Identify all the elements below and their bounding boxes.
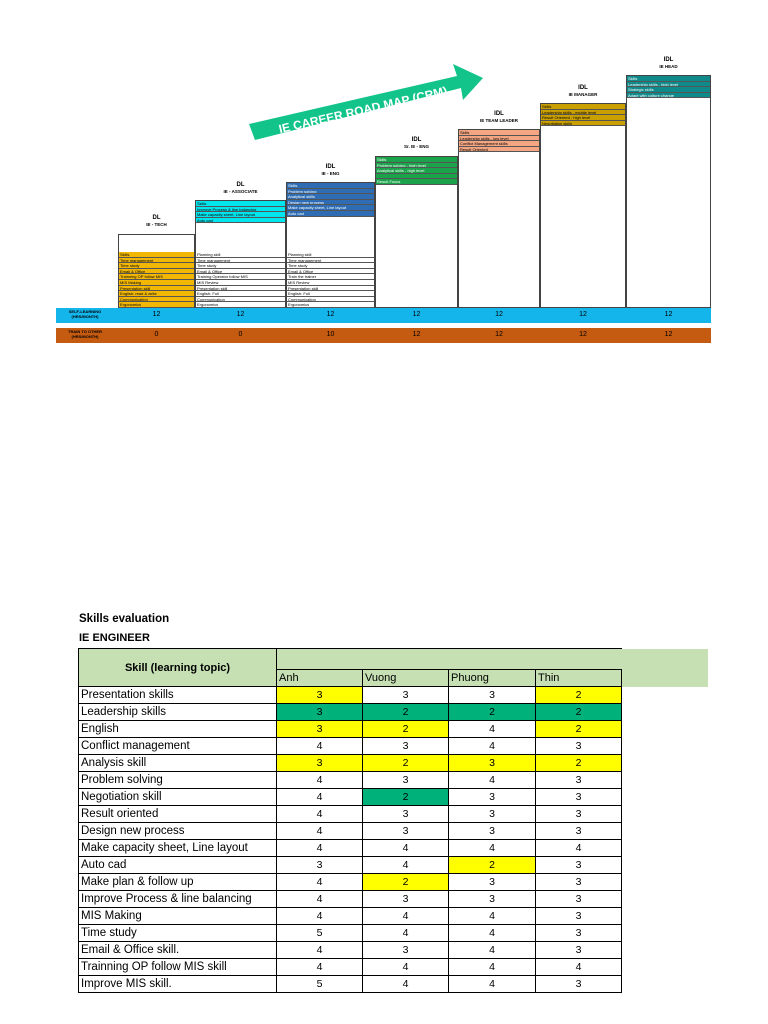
score-cell: 3 [536, 942, 622, 959]
score-cell: 4 [449, 840, 536, 857]
skill-cell: Result Oriented [459, 147, 539, 153]
table-row [79, 738, 708, 755]
skill-cell: Problem solving - high level [376, 163, 457, 169]
score-cell: 4 [449, 976, 536, 993]
skill-cell: Presentation skill [287, 286, 374, 292]
level-grade: IDL [325, 164, 336, 170]
score-cell: 2 [363, 755, 449, 772]
score-cell: 3 [449, 687, 536, 704]
skill-cell: Leadership skills - low level [459, 136, 539, 142]
score-cell: 3 [449, 891, 536, 908]
table-row [79, 721, 708, 738]
skill-name: Analysis skill [79, 755, 277, 772]
skill-cell: MIS Review [196, 280, 285, 286]
level-caption [375, 136, 458, 150]
skill-cell: Planning skill [287, 252, 374, 258]
skills-evaluation-title: Skills evaluation [79, 613, 170, 625]
score-cell: 4 [363, 857, 449, 874]
score-cell: 2 [536, 687, 622, 704]
table-row [79, 806, 708, 823]
skill-name: Result oriented [79, 806, 277, 823]
skill-name: MIS Making [79, 908, 277, 925]
score-cell: 4 [363, 959, 449, 976]
table-row [79, 840, 708, 857]
table-row [79, 976, 708, 993]
skill-cell: Analytical skills [287, 194, 374, 200]
hours-value: 12 [236, 311, 245, 318]
skill-cell: Time management [287, 258, 374, 264]
people-group-header [277, 649, 622, 670]
skill-name: Leadership skills [79, 704, 277, 721]
skill-name: Design new process [79, 823, 277, 840]
score-cell: 5 [277, 976, 363, 993]
header-extension [622, 669, 708, 686]
score-cell: 3 [449, 789, 536, 806]
score-cell: 3 [536, 891, 622, 908]
level-column [375, 156, 458, 308]
skill-cell: Skills [119, 252, 194, 258]
hours-value: 12 [579, 311, 587, 318]
level-caption [458, 110, 540, 124]
skill-cell: Strategic skills [627, 87, 710, 93]
skill-cell: Planning skill [196, 252, 285, 258]
score-cell: 4 [449, 738, 536, 755]
skill-name: Conflict management [79, 738, 277, 755]
score-cell: 3 [536, 806, 622, 823]
score-cell: 2 [449, 704, 536, 721]
score-cell: 2 [363, 704, 449, 721]
score-cell: 3 [363, 772, 449, 789]
score-cell: 4 [363, 925, 449, 942]
score-cell: 3 [536, 925, 622, 942]
level-caption [626, 56, 711, 70]
score-cell: 4 [277, 942, 363, 959]
level-role: IE - ENG [321, 171, 340, 176]
score-cell: 3 [363, 687, 449, 704]
score-cell: 2 [363, 874, 449, 891]
skill-cell: Skills [376, 157, 457, 163]
skill-header: Skill (learning topic) [79, 649, 277, 687]
hours-value: 12 [664, 331, 673, 338]
hours-value: 12 [326, 311, 335, 318]
table-row [79, 874, 708, 891]
skill-cell: Train the trainer [287, 274, 374, 280]
score-cell: 4 [277, 823, 363, 840]
level-column [195, 200, 286, 308]
table-row [79, 925, 708, 942]
table-row [79, 687, 708, 704]
skill-name: Trainning OP follow MIS skill [79, 959, 277, 976]
skill-cell: Design new process [287, 200, 374, 206]
score-cell: 3 [277, 687, 363, 704]
score-cell: 4 [363, 840, 449, 857]
skill-cell: Trainning OP follow MIS [119, 274, 194, 280]
skill-cell: Improve Process & line balancing [196, 207, 285, 213]
skill-cell: Email & Office [287, 269, 374, 275]
hours-value: 12 [412, 331, 421, 338]
train-other-band [56, 328, 711, 343]
hours-value: 10 [326, 331, 335, 338]
header-extension [622, 649, 708, 670]
skill-cell: English: Full [196, 291, 285, 297]
level-column [540, 103, 626, 308]
level-column [118, 234, 195, 308]
roadmap-title: IE CAREER ROAD MAP (CRM) [277, 83, 449, 137]
skill-cell: Skills [627, 76, 710, 82]
skill-cell: Training Operator follow MIS [196, 274, 285, 280]
score-cell: 3 [449, 823, 536, 840]
skill-name: Negotiation skill [79, 789, 277, 806]
skill-cell: MIS Making [119, 280, 194, 286]
score-cell: 2 [363, 789, 449, 806]
score-cell: 2 [536, 721, 622, 738]
score-cell: 4 [536, 840, 622, 857]
score-cell: 4 [363, 908, 449, 925]
skill-cell: Adapt with culture change [627, 93, 710, 99]
person-header: Thin [536, 669, 622, 686]
skill-cell: Time management [196, 258, 285, 264]
score-cell: 3 [536, 823, 622, 840]
level-grade: DL [152, 215, 161, 221]
train-other-label: TRAIN TO OTHER (HRS/MONTH) [68, 329, 102, 339]
level-grade: IDL [578, 85, 588, 91]
score-cell: 3 [363, 942, 449, 959]
score-cell: 4 [277, 908, 363, 925]
score-cell: 4 [449, 772, 536, 789]
hours-value: 12 [664, 311, 673, 318]
table-row [79, 789, 708, 806]
score-cell: 3 [536, 738, 622, 755]
score-cell: 3 [277, 755, 363, 772]
person-header: Phuong [449, 669, 536, 686]
score-cell: 4 [449, 942, 536, 959]
score-cell: 3 [449, 755, 536, 772]
self-learning-label: SELF-LEARNING (HRS/MONTH) [68, 309, 102, 319]
person-header: Vuong [363, 669, 449, 686]
skill-cell: Skills [541, 104, 625, 110]
skill-cell: Communication [196, 297, 285, 303]
level-caption [195, 181, 286, 195]
skill-name: Time study [79, 925, 277, 942]
hours-value: 12 [152, 311, 161, 318]
score-cell: 3 [536, 857, 622, 874]
score-cell: 2 [536, 755, 622, 772]
level-role: IE MANAGER [568, 92, 598, 97]
level-column [286, 182, 375, 308]
skill-cell: Result Focus [376, 179, 457, 185]
level-caption [118, 214, 195, 228]
level-caption [540, 84, 626, 98]
score-cell: 2 [449, 857, 536, 874]
skill-cell: Presentation skill [119, 286, 194, 292]
skill-cell: Result Oriented - high level [541, 115, 625, 121]
person-header: Anh [277, 669, 363, 686]
table-row [79, 942, 708, 959]
hours-value: 12 [412, 311, 421, 318]
skill-cell: Email & Office [196, 269, 285, 275]
score-cell: 4 [277, 738, 363, 755]
score-cell: 3 [363, 891, 449, 908]
level-caption [286, 163, 375, 177]
score-cell: 3 [277, 857, 363, 874]
table-row [79, 823, 708, 840]
level-column [458, 129, 540, 308]
level-role: IE - TECH [146, 222, 167, 227]
score-cell: 3 [277, 704, 363, 721]
skill-cell: Leadership skills - high level [627, 82, 710, 88]
skill-cell: English: Full [287, 291, 374, 297]
skill-cell: Presentation skill [196, 286, 285, 292]
score-cell: 3 [536, 789, 622, 806]
level-role: IE - ASSOCIATE [223, 189, 258, 194]
table-row [79, 908, 708, 925]
table-row [79, 772, 708, 789]
skill-name: Improve Process & line balancing [79, 891, 277, 908]
skill-cell: Conflict Management skills [459, 141, 539, 147]
score-cell: 3 [449, 874, 536, 891]
skill-cell: Ergonomics [287, 302, 374, 308]
score-cell: 5 [277, 925, 363, 942]
hours-value: 0 [238, 331, 243, 338]
table-row [79, 857, 708, 874]
score-cell: 3 [536, 874, 622, 891]
score-cell: 3 [363, 806, 449, 823]
skill-cell: Make capacity sheet, Line layout [287, 205, 374, 211]
score-cell: 2 [536, 704, 622, 721]
level-role: IE TEAM LEADER [479, 118, 518, 123]
score-cell: 4 [277, 891, 363, 908]
skill-cell: Problem solving [287, 189, 374, 195]
level-role: Sr. IE - ENG [403, 144, 429, 149]
score-cell: 3 [536, 976, 622, 993]
hours-value: 0 [154, 331, 159, 338]
skill-cell: Email & Office [119, 269, 194, 275]
skill-cell: Time study [196, 263, 285, 269]
score-cell: 3 [536, 772, 622, 789]
skill-cell: Skills [196, 201, 285, 207]
skill-name: Improve MIS skill. [79, 976, 277, 993]
score-cell: 4 [277, 789, 363, 806]
skill-cell: Time management [119, 258, 194, 264]
level-grade: IDL [663, 57, 674, 63]
score-cell: 4 [277, 840, 363, 857]
skill-cell: Skills [459, 130, 539, 136]
score-cell: 4 [277, 806, 363, 823]
skill-name: Problem solving [79, 772, 277, 789]
skill-name: Make capacity sheet, Line layout [79, 840, 277, 857]
skill-cell: Skills [287, 183, 374, 189]
skill-cell: Communication [287, 297, 374, 303]
hours-value: 12 [495, 331, 503, 338]
skill-cell: Time study [119, 263, 194, 269]
table-row [79, 704, 708, 721]
score-cell: 4 [449, 959, 536, 976]
level-grade: DL [236, 182, 245, 188]
skill-cell: English: read & write [119, 291, 194, 297]
level-grade: IDL [494, 111, 504, 117]
skill-cell: Ergonomics [119, 302, 194, 308]
skill-cell: Analytical skills - high level [376, 168, 457, 174]
skill-cell: Auto cad [196, 218, 285, 224]
score-cell: 4 [363, 976, 449, 993]
skill-name: Presentation skills [79, 687, 277, 704]
self-learning-band [56, 308, 711, 323]
score-cell: 4 [277, 874, 363, 891]
score-cell: 3 [363, 738, 449, 755]
score-cell: 4 [277, 772, 363, 789]
score-cell: 2 [363, 721, 449, 738]
skill-cell: Ergonomics [196, 302, 285, 308]
table-row [79, 891, 708, 908]
skill-cell: Make capacity sheet, Line layout [196, 212, 285, 218]
skill-cell: Time study [287, 263, 374, 269]
skills-table [78, 648, 708, 993]
skill-cell: Leadership skills - middle level [541, 110, 625, 116]
score-cell: 4 [449, 908, 536, 925]
skill-name: English [79, 721, 277, 738]
skill-cell: Communication [119, 297, 194, 303]
skill-cell: MIS Review [287, 280, 374, 286]
score-cell: 4 [536, 959, 622, 976]
skill-name: Make plan & follow up [79, 874, 277, 891]
skill-name: Auto cad [79, 857, 277, 874]
level-grade: IDL [411, 137, 422, 143]
table-row [79, 755, 708, 772]
score-cell: 3 [449, 806, 536, 823]
score-cell: 4 [449, 925, 536, 942]
skill-cell: Negotiation skills [541, 121, 625, 127]
level-column [626, 75, 711, 308]
hours-value: 12 [495, 311, 503, 318]
score-cell: 4 [449, 721, 536, 738]
score-cell: 3 [277, 721, 363, 738]
score-cell: 4 [277, 959, 363, 976]
level-role: IE HEAD [659, 64, 678, 69]
hours-value: 12 [579, 331, 587, 338]
role-subtitle: IE ENGINEER [79, 632, 150, 644]
skill-cell: Auto cad [287, 211, 374, 217]
score-cell: 3 [536, 908, 622, 925]
skill-name: Email & Office skill. [79, 942, 277, 959]
score-cell: 3 [363, 823, 449, 840]
table-row [79, 959, 708, 976]
